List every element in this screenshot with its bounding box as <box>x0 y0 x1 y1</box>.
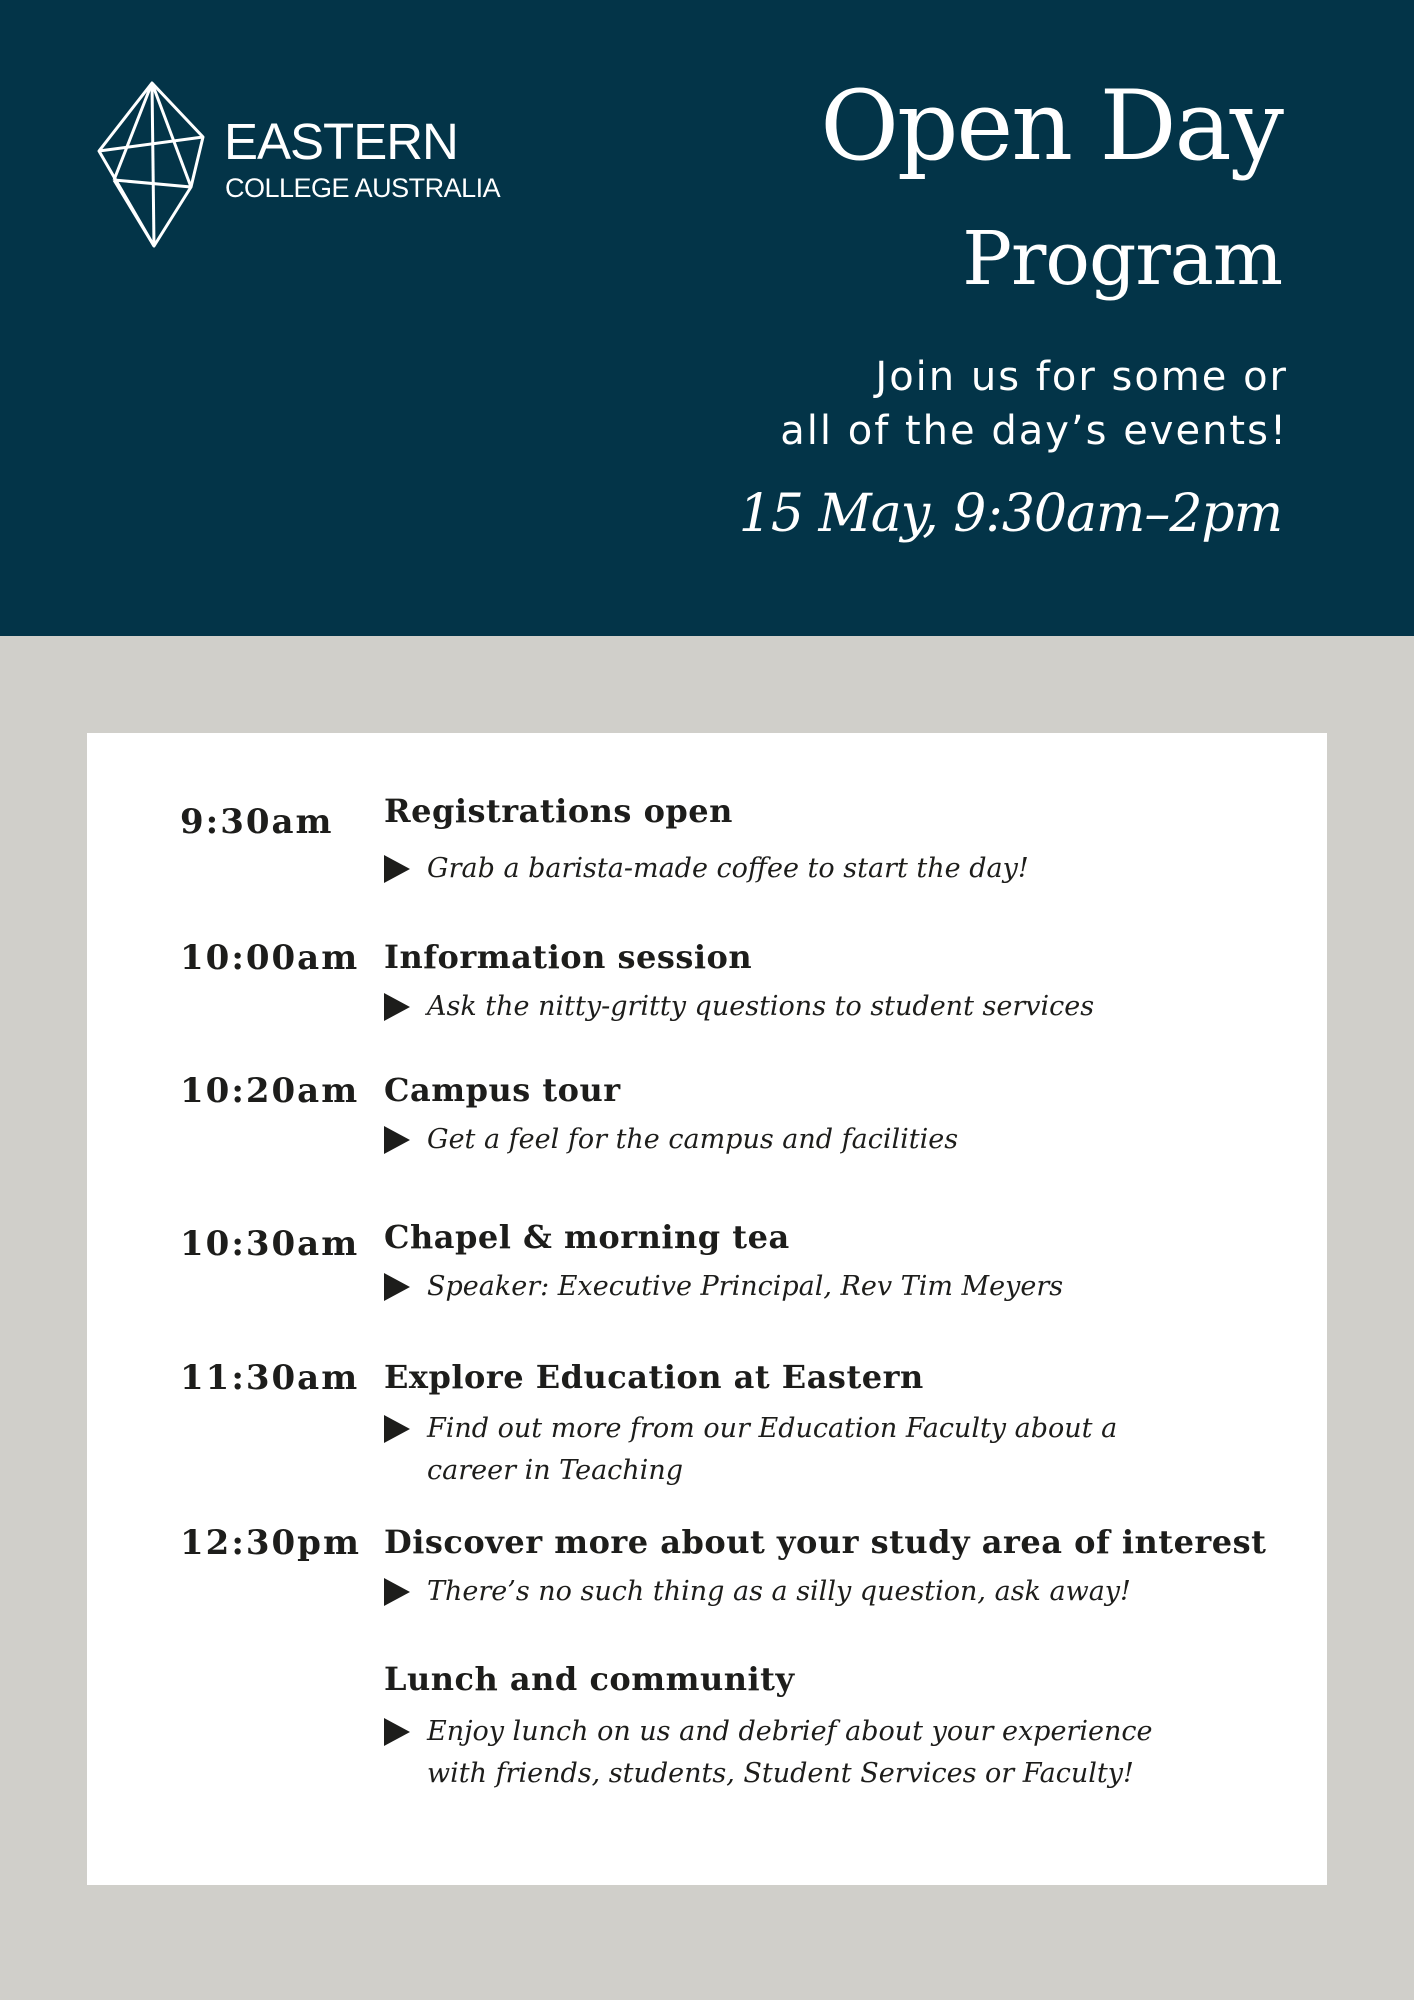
schedule-time: 10:20am <box>180 1071 360 1111</box>
page-title: Open Day <box>820 70 1282 182</box>
schedule-description <box>427 986 1227 1028</box>
schedule-description <box>427 1266 1227 1308</box>
schedule-description <box>427 1408 1227 1492</box>
schedule-title: Chapel & morning tea <box>384 1218 790 1256</box>
schedule-card <box>87 733 1327 1885</box>
schedule-time: 9:30am <box>180 802 334 842</box>
logo-subname: COLLEGE AUSTRALIA <box>225 173 501 203</box>
schedule-time: 12:30pm <box>180 1523 361 1563</box>
bullet-arrow-icon <box>384 993 410 1021</box>
bullet-arrow-icon <box>384 1718 410 1746</box>
schedule-title: Lunch and community <box>384 1660 795 1698</box>
bullet-arrow-icon <box>384 1415 410 1443</box>
bullet-arrow-icon <box>384 1273 410 1301</box>
crystal-logo-icon <box>96 80 206 250</box>
schedule-title: Campus tour <box>384 1071 621 1109</box>
schedule-description <box>427 1119 1227 1161</box>
description-line: There’s no such thing as a silly question, ask away! <box>427 1576 1131 1607</box>
bullet-arrow-icon <box>384 1578 410 1606</box>
description-line: with friends, students, Student Services or Faculty! <box>427 1758 1134 1789</box>
schedule-time: 11:30am <box>180 1358 360 1398</box>
bullet-arrow-icon <box>384 1126 410 1154</box>
schedule-title: Discover more about your study area of interest <box>384 1523 1267 1561</box>
schedule-title: Information session <box>384 938 753 976</box>
event-date: 15 May, 9:30am–2pm <box>738 484 1282 544</box>
description-line: Ask the nitty-gritty questions to student services <box>427 991 1095 1022</box>
schedule-time: 10:30am <box>180 1224 360 1264</box>
tagline-line-1: Join us for some or <box>875 354 1288 400</box>
tagline <box>780 350 1288 458</box>
logo-name: EASTERN <box>224 113 458 170</box>
schedule-description <box>427 1571 1227 1613</box>
tagline-line-2: all of the day’s events! <box>780 408 1288 454</box>
header-banner <box>0 0 1414 636</box>
schedule-description <box>427 1711 1227 1795</box>
description-line: Get a feel for the campus and facilities <box>427 1124 959 1155</box>
schedule-title: Registrations open <box>384 792 733 830</box>
description-line: career in Teaching <box>427 1455 683 1486</box>
description-line: Enjoy lunch on us and debrief about your experience <box>427 1716 1153 1747</box>
description-line: Grab a barista-made coffee to start the day! <box>427 853 1029 884</box>
page-subtitle: Program <box>962 216 1282 302</box>
schedule-title: Explore Education at Eastern <box>384 1358 924 1396</box>
description-line: Find out more from our Education Faculty about a <box>427 1413 1118 1444</box>
bullet-arrow-icon <box>384 855 410 883</box>
schedule-description <box>427 848 1227 890</box>
description-line: Speaker: Executive Principal, Rev Tim Meyers <box>427 1271 1064 1302</box>
college-logo <box>96 80 516 252</box>
schedule-time: 10:00am <box>180 938 360 978</box>
